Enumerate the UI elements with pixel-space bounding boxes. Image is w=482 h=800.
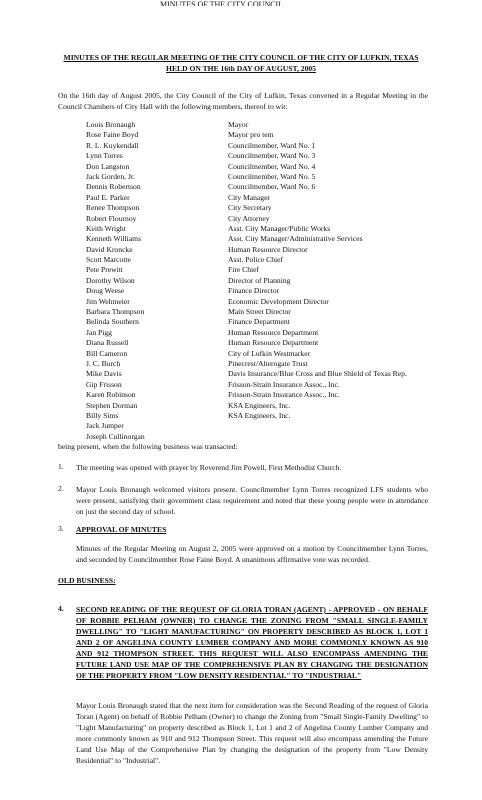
attendee-name: Renee Thompson: [86, 203, 140, 213]
attendee-name: Mike Davis: [86, 369, 122, 379]
attendee-role: City Manager: [228, 192, 270, 202]
attendee-row: [86, 172, 426, 182]
attendee-row: [86, 151, 426, 161]
attendee-row: [86, 286, 426, 296]
attendee-role: Fire Chief: [228, 265, 260, 275]
attendee-row: [86, 193, 426, 203]
attendee-name: Kenneth Williams: [86, 234, 142, 244]
attendee-role: Human Resource Department: [228, 338, 319, 348]
attendee-role: Davis Insurance/Blue Cross and Blue Shield of Texas Rep.: [228, 369, 407, 379]
item-4-paragraph: Mayor Louis Bronaugh stated that the next item for consideration was the Second Reading of the request of Gloria Toran (Agent) on behalf of Robbie Pelham (Owner) to change the Zoning from "Small Single-Family Dwelling" to "Light Manufacturing" on property described as Block 1, Lot 1 and 2 of Angelina County Lumber Company and more commonly known as 910 and 912 Thompson Street. This request will also encompass amending the Future Land Use Map of the Comprehensive Plan by changing the designation of the property from "Low Density Residential" to "Industrial".: [76, 701, 428, 765]
attendee-role: Economic Development Director: [228, 296, 329, 306]
item-text: Mayor Louis Bronaugh welcomed visitors present. Councilmember Lynn Torres recognized LFS students who were present, satisfying their government class requirement and noted that these young people were in attendance on just the second day of school.: [76, 485, 428, 516]
attendee-role: Asst. City Manager/Administrative Services: [228, 234, 363, 244]
attendee-row: [86, 421, 426, 431]
attendee-row: [86, 265, 426, 275]
item-number: 2.: [58, 484, 64, 493]
attendee-role: City Attorney: [228, 213, 270, 223]
document-title: MINUTES OF THE REGULAR MEETING OF THE CITY COUNCIL OF THE CITY OF LUFKIN, TEXAS HELD ON THE 16th DAY OF AUGUST, 2005: [63, 53, 419, 73]
attendee-role: Human Resource Department: [228, 327, 319, 337]
attendee-role: Councilmember, Ward No. 5: [228, 171, 316, 181]
attendee-role: City of Lufkin Westmarker: [228, 348, 311, 358]
attendee-role: Frisson-Strain Insurance Assoc., Inc.: [228, 379, 340, 389]
attendee-role: Councilmember, Ward No. 6: [228, 182, 316, 192]
attendee-role: Frisson-Strain Insurance Assoc., Inc.: [228, 390, 340, 400]
attendee-name: Lynn Torres: [86, 151, 123, 161]
attendee-name: Billy Sims: [86, 410, 119, 420]
attendee-role: Mayor: [228, 120, 249, 129]
agenda-item-2: [58, 484, 428, 517]
intro-paragraph: On the 16th day of August 2005, the City Council of the City of Lufkin, Texas convened in a Regular Meeting in the Council Chambers of City Hall with the following members, thereof to wit:: [58, 91, 428, 111]
item-heading: SECOND READING OF THE REQUEST OF GLORIA TORAN (AGENT) - APPROVED - ON BEHALF OF ROBBIE PELHAM (OWNER) TO CHANGE THE ZONING FROM "SMALL SINGLE-FAMILY DWELLING" TO "LIGHT MANUFACTURING" ON PROPERTY DESCRIBED AS BLOCK 1, LOT 1 AND 2 OF ANGELINA COUNTY LUMBER COMPANY AND MORE COMMONLY KNOWN AS 910 AND 912 THOMPSON STREET. THIS REQUEST WILL ALSO ENCOMPASS AMENDING THE FUTURE LAND USE MAP OF THE COMPREHENSIVE PLAN BY CHANGING THE DESIGNATION OF THE PROPERTY FROM "LOW DENSITY RESIDENTIAL" TO "INDUSTRIAL": [76, 605, 428, 680]
attendee-row: [86, 182, 426, 192]
attendee-row: [86, 390, 426, 400]
attendee-row: [86, 380, 426, 390]
attendee-role: KSA Engineers, Inc.: [228, 410, 291, 420]
attendee-role: Pinecrest/Alterogate Trust: [228, 358, 308, 368]
minutes-approval-paragraph: Minutes of the Regular Meeting on August 2, 2005 were approved on a motion by Councilmember Lynn Torres, and seconded by Councilmember Rose Faine Boyd. A unanimous affirmative vote was recorded.: [76, 544, 428, 564]
attendee-role: Human Resource Director: [228, 244, 308, 254]
attendee-role: Finance Department: [228, 317, 290, 327]
attendee-name: Keith Wright: [86, 223, 126, 233]
attendee-name: Bill Cameron: [86, 348, 128, 358]
attendee-row: [86, 141, 426, 151]
attendee-row: [86, 120, 426, 130]
attendee-name: Stephen Dorman: [86, 400, 138, 410]
attendee-row: [86, 369, 426, 379]
attendee-list: [86, 120, 426, 442]
attendee-row: [86, 276, 426, 286]
item-heading: APPROVAL OF MINUTES: [76, 525, 167, 534]
attendee-name: J. C. Burch: [86, 358, 121, 368]
attendee-role: Councilmember, Ward No. 1: [228, 140, 316, 150]
item-text: The meeting was opened with prayer by Reverend Jim Powell, First Methodist Church.: [76, 463, 342, 472]
attendee-row: [86, 338, 426, 348]
attendee-name: Joseph Cullinorgan: [86, 431, 145, 441]
attendee-role: Councilmember, Ward No. 4: [228, 161, 316, 171]
agenda-item-1: [58, 462, 428, 473]
attendee-row: [86, 401, 426, 411]
attendee-name: Dorothy Wilson: [86, 275, 135, 285]
attendee-role: Councilmember, Ward No. 3: [228, 151, 316, 161]
attendee-row: [86, 162, 426, 172]
attendee-row: [86, 349, 426, 359]
attendee-name: Scott Marcotte: [86, 255, 131, 265]
attendee-row: [86, 307, 426, 317]
attendee-row: [86, 328, 426, 338]
attendee-role: Main Street Director: [228, 307, 291, 317]
attendee-role: Mayor pro tem: [228, 130, 274, 140]
attendee-role: City Secretary: [228, 203, 272, 213]
attendee-role: [228, 432, 426, 442]
attendee-role: Director of Planning: [228, 275, 291, 285]
attendee-role: Finance Director: [228, 286, 280, 296]
attendee-row: [86, 359, 426, 369]
attendee-row: [86, 255, 426, 265]
item-number: 1.: [58, 462, 64, 471]
attendee-role: [228, 421, 426, 431]
attendee-row: [86, 214, 426, 224]
attendee-row: [86, 224, 426, 234]
agenda-item-4: [58, 604, 428, 681]
attendee-name: Jack Jumper: [86, 421, 124, 431]
attendee-row: [86, 432, 426, 442]
item-number: 4.: [58, 604, 64, 613]
header-fragment: MINUTES OF THE CITY COUNCIL: [160, 0, 284, 6]
item-number: 3.: [58, 524, 64, 533]
attendee-name: Belinda Southern: [86, 317, 139, 327]
present-statement: being present, when the following business was transacted:: [58, 442, 238, 451]
attendee-name: Diana Russell: [86, 338, 129, 348]
attendee-name: Paul E. Parker: [86, 192, 130, 202]
attendee-name: David Kroncke: [86, 244, 133, 254]
attendee-name: Pete Prewitt: [86, 265, 123, 275]
attendee-role: Asst. City Manager/Public Works: [228, 223, 331, 233]
attendee-name: Barbara Thompson: [86, 307, 145, 317]
attendee-name: Karen Robinson: [86, 390, 136, 400]
attendee-role: KSA Engineers, Inc.: [228, 400, 291, 410]
agenda-item-3: [58, 524, 428, 535]
attendee-row: [86, 411, 426, 421]
attendee-row: [86, 130, 426, 140]
attendee-name: R. L. Kuykendall: [86, 140, 139, 150]
attendee-name: Dennis Robertson: [86, 182, 141, 192]
attendee-name: Jack Gorden, Jr.: [86, 171, 135, 181]
attendee-name: Louis Bronaugh: [86, 120, 136, 129]
attendee-name: Don Langston: [86, 161, 130, 171]
attendee-row: [86, 245, 426, 255]
attendee-name: Gip Frisson: [86, 379, 122, 389]
attendee-row: [86, 317, 426, 327]
attendee-name: Doug Weese: [86, 286, 125, 296]
attendee-name: Jan Pigg: [86, 327, 112, 337]
attendee-row: [86, 203, 426, 213]
old-business-heading: OLD BUSINESS:: [58, 576, 116, 585]
attendee-name: Robert Flournoy: [86, 213, 137, 223]
attendee-row: [86, 297, 426, 307]
attendee-name: Rose Faine Boyd: [86, 130, 139, 140]
attendee-name: Jim Wehmeier: [86, 296, 130, 306]
attendee-row: [86, 234, 426, 244]
attendee-role: Asst. Police Chief: [228, 255, 284, 265]
